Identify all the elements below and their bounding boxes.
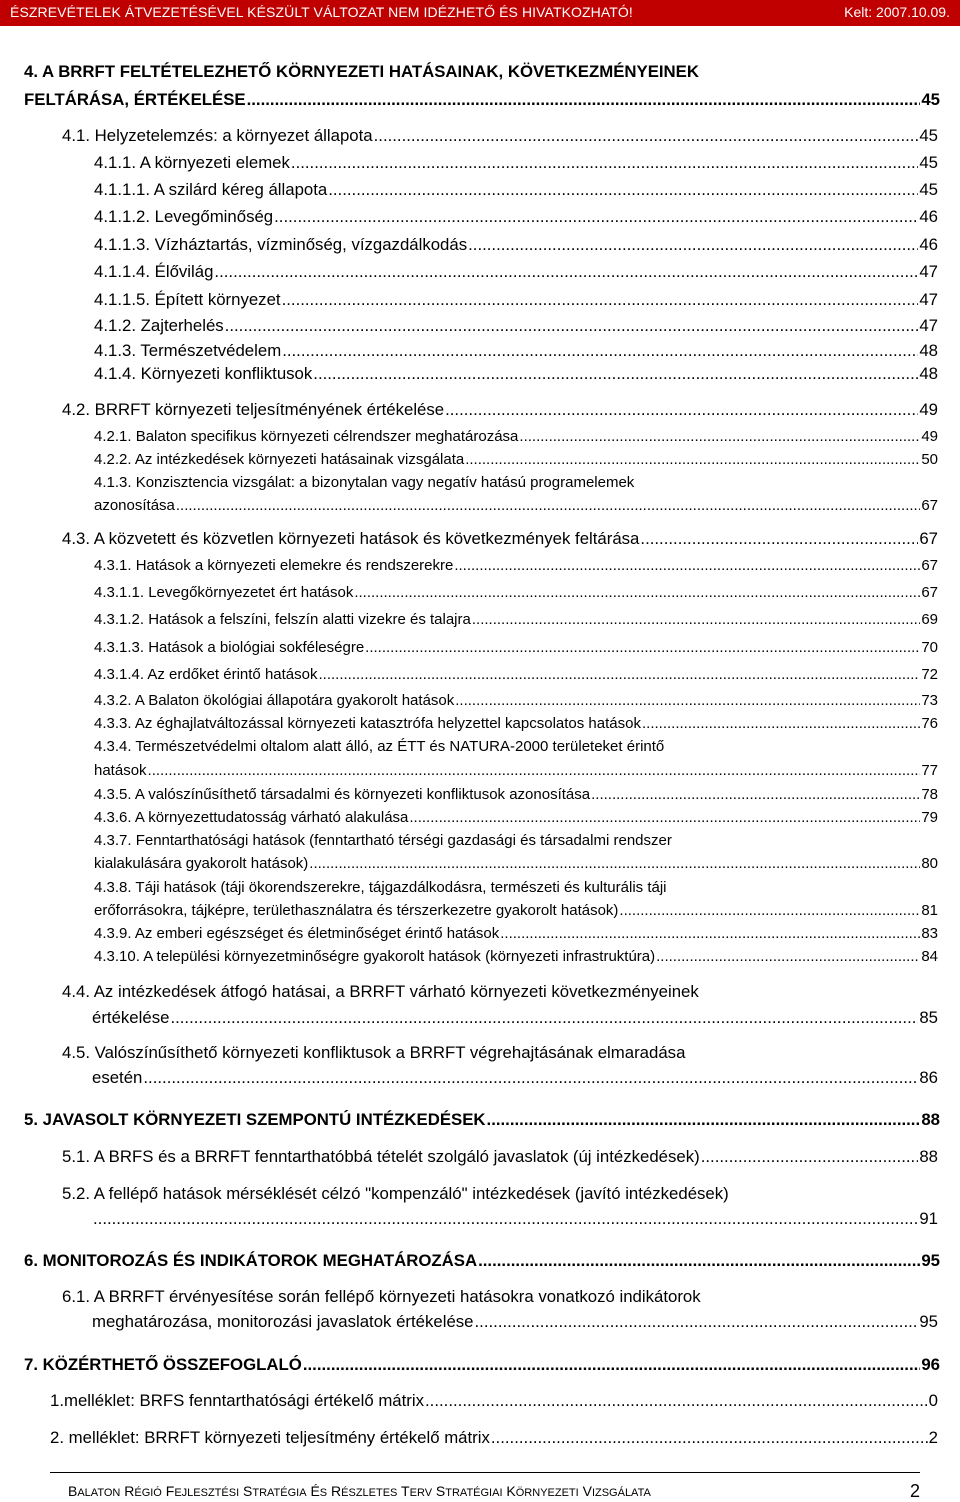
toc-entry-4-1-1[interactable]: 4.1.1. A környezeti elemek ..... 45 bbox=[94, 153, 938, 173]
toc-entry-4-3-4[interactable]: hatások ..... 77 bbox=[94, 762, 938, 779]
toc-entry-4-2-2[interactable]: 4.2.2. Az intézkedések környezeti hatásainak vizsgálata ..... 50 bbox=[94, 451, 938, 468]
toc-entry-4-5-line1[interactable]: 4.5. Valószínűsíthető környezeti konfliktusok a BRRFT végrehajtásának elmaradása bbox=[62, 1043, 686, 1062]
toc-entry-4-4[interactable]: értékelése ..... 85 bbox=[62, 1008, 938, 1028]
document-title: BALATON RÉGIÓ FEJLESZTÉSI STRATÉGIA ÉS RÉSZLETES TERV STRATÉGIAI KÖRNYEZETI VIZSGÁLATA bbox=[68, 1483, 651, 1499]
date-label: Kelt: 2007.10.09. bbox=[844, 4, 950, 20]
page-number: 2 bbox=[909, 1481, 920, 1501]
toc-entry-4-3-1[interactable]: 4.3.1. Hatások a környezeti elemekre és rendszerekre ..... 67 bbox=[94, 557, 938, 574]
toc-entry-4-3-1-2[interactable]: 4.3.1.2. Hatások a felszíni, felszín alatti vizekre és talajra ..... 69 bbox=[94, 611, 938, 628]
toc-entry-4-3-9[interactable]: 4.3.9. Az emberi egészséget és életminőséget érintő hatások ..... 83 bbox=[94, 925, 938, 942]
toc-entry-4-3-1-4[interactable]: 4.3.1.4. Az erdőket érintő hatások ..... 72 bbox=[94, 666, 938, 683]
toc-entry-4-3[interactable]: 4.3. A közvetett és közvetlen környezeti hatások és következmények feltárása ..... 67 bbox=[62, 529, 938, 549]
toc-entry-4-1[interactable]: 4.1. Helyzetelemzés: a környezet állapota ..... 45 bbox=[62, 126, 938, 146]
header-bar bbox=[0, 0, 960, 26]
toc-entry-annex-1[interactable]: 1.melléklet: BRFS fenntarthatósági értékelő mátrix ..... 0 bbox=[50, 1391, 938, 1411]
toc-entry-4-1-3b-line1[interactable]: 4.1.3. Konzisztencia vizsgálat: a bizonytalan vagy negatív hatású programelemek bbox=[94, 474, 635, 491]
toc-entry-4-3-6[interactable]: 4.3.6. A környezettudatosság várható alakulása ..... 79 bbox=[94, 809, 938, 826]
toc-entry-4-5[interactable]: esetén ..... 86 bbox=[62, 1068, 938, 1088]
toc-entry-4-3-7[interactable]: kialakulására gyakorolt hatások) ..... 80 bbox=[94, 855, 938, 872]
toc-entry-5[interactable]: 5. JAVASOLT KÖRNYEZETI SZEMPONTÚ INTÉZKEDÉSEK ..... 88 bbox=[24, 1110, 940, 1130]
toc-entry-5-1[interactable]: 5.1. A BRFS és a BRRFT fenntarthatóbbá tételét szolgáló javaslatok (új intézkedések) ..... 88 bbox=[62, 1147, 938, 1167]
toc-entry-4-3-5[interactable]: 4.3.5. A valószínűsíthető társadalmi és környezeti konfliktusok azonosítása ..... 78 bbox=[94, 786, 938, 803]
draft-notice: ÉSZREVÉTELEK ÁTVEZETÉSÉVEL KÉSZÜLT VÁLTOZAT NEM IDÉZHETŐ ÉS HIVATKOZHATÓ! bbox=[10, 4, 633, 20]
toc-entry-4-1-1-5[interactable]: 4.1.1.5. Épített környezet ..... 47 bbox=[94, 290, 938, 310]
toc-entry-4-3-2[interactable]: 4.3.2. A Balaton ökológiai állapotára gyakorolt hatások ..... 73 bbox=[94, 692, 938, 709]
toc-entry-4-1-1-1[interactable]: 4.1.1.1. A szilárd kéreg állapota ..... 45 bbox=[94, 180, 938, 200]
toc-entry-4-3-8[interactable]: erőforrásokra, tájképre, területhasználatra és térszerkezetre gyakorolt hatások) ..... 81 bbox=[94, 902, 938, 919]
toc-entry-6-1[interactable]: meghatározása, monitorozási javaslatok értékelése ..... 95 bbox=[62, 1312, 938, 1332]
toc-entry-4-3-1-3[interactable]: 4.3.1.3. Hatások a biológiai sokféleségre ..... 70 bbox=[94, 639, 938, 656]
toc-entry-4-1-1-2[interactable]: 4.1.1.2. Levegőminőség ..... 46 bbox=[94, 207, 938, 227]
toc-entry-4-1-3b[interactable]: azonosítása ..... 67 bbox=[94, 497, 938, 514]
toc-entry-5-2-line1[interactable]: 5.2. A fellépő hatások mérséklését célzó "kompenzáló" intézkedések (javító intézkedések) bbox=[62, 1184, 729, 1203]
toc-entry-4-3-4-line1[interactable]: 4.3.4. Természetvédelmi oltalom alatt álló, az ÉTT és NATURA-2000 területeket érintő bbox=[94, 738, 665, 755]
toc-entry-annex-2[interactable]: 2. melléklet: BRRFT környezeti teljesítmény értékelő mátrix ..... 2 bbox=[50, 1428, 938, 1448]
toc-entry-4-1-4[interactable]: 4.1.4. Környezeti konfliktusok ..... 48 bbox=[94, 364, 938, 384]
toc-entry-4-1-1-4[interactable]: 4.1.1.4. Élővilág ..... 47 bbox=[94, 262, 938, 282]
toc-entry-4-4-line1[interactable]: 4.4. Az intézkedések átfogó hatásai, a BRRFT várható környezeti következményeinek bbox=[62, 982, 699, 1001]
page-footer bbox=[50, 1472, 920, 1501]
toc-entry-4-3-10[interactable]: 4.3.10. A települési környezetminőségre gyakorolt hatások (környezeti infrastruktúra) ..... 84 bbox=[94, 948, 938, 965]
toc-entry-4-line1[interactable]: 4. A BRRFT FELTÉTELEZHETŐ KÖRNYEZETI HATÁSAINAK, KÖVETKEZMÉNYEINEK bbox=[24, 62, 699, 81]
toc-entry-6-1-line1[interactable]: 6.1. A BRRFT érvényesítése során fellépő környezeti hatásokra vonatkozó indikátorok bbox=[62, 1287, 701, 1306]
toc-entry-4-1-2[interactable]: 4.1.2. Zajterhelés ..... 47 bbox=[94, 316, 938, 336]
toc-entry-4-2[interactable]: 4.2. BRRFT környezeti teljesítményének értékelése ..... 49 bbox=[62, 400, 938, 420]
toc-entry-7[interactable]: 7. KÖZÉRTHETŐ ÖSSZEFOGLALÓ ..... 96 bbox=[24, 1355, 940, 1375]
toc-entry-5-2[interactable]: ..... 91 bbox=[62, 1209, 938, 1229]
toc-entry-4-1-3[interactable]: 4.1.3. Természetvédelem ..... 48 bbox=[94, 341, 938, 361]
toc-entry-6[interactable]: 6. MONITOROZÁS ÉS INDIKÁTOROK MEGHATÁROZÁSA ..... 95 bbox=[24, 1251, 940, 1271]
toc-entry-4-3-3[interactable]: 4.3.3. Az éghajlatváltozással környezeti katasztrófa helyzettel kapcsolatos hatások ..... 76 bbox=[94, 715, 938, 732]
toc-entry-4-1-1-3[interactable]: 4.1.1.3. Vízháztartás, vízminőség, vízgazdálkodás ..... 46 bbox=[94, 235, 938, 255]
toc-entry-4[interactable]: FELTÁRÁSA, ÉRTÉKELÉSE ..... 45 bbox=[24, 90, 940, 110]
toc-entry-4-3-1-1[interactable]: 4.3.1.1. Levegőkörnyezetet ért hatások ..... 67 bbox=[94, 584, 938, 601]
toc-entry-4-3-7-line1[interactable]: 4.3.7. Fenntarthatósági hatások (fenntartható térségi gazdasági és társadalmi rendszer bbox=[94, 832, 672, 849]
toc-entry-4-2-1[interactable]: 4.2.1. Balaton specifikus környezeti célrendszer meghatározása ..... 49 bbox=[94, 428, 938, 445]
toc-entry-4-3-8-line1[interactable]: 4.3.8. Táji hatások (táji ökorendszerekre, tájgazdálkodásra, természeti és kulturális táji bbox=[94, 879, 667, 896]
